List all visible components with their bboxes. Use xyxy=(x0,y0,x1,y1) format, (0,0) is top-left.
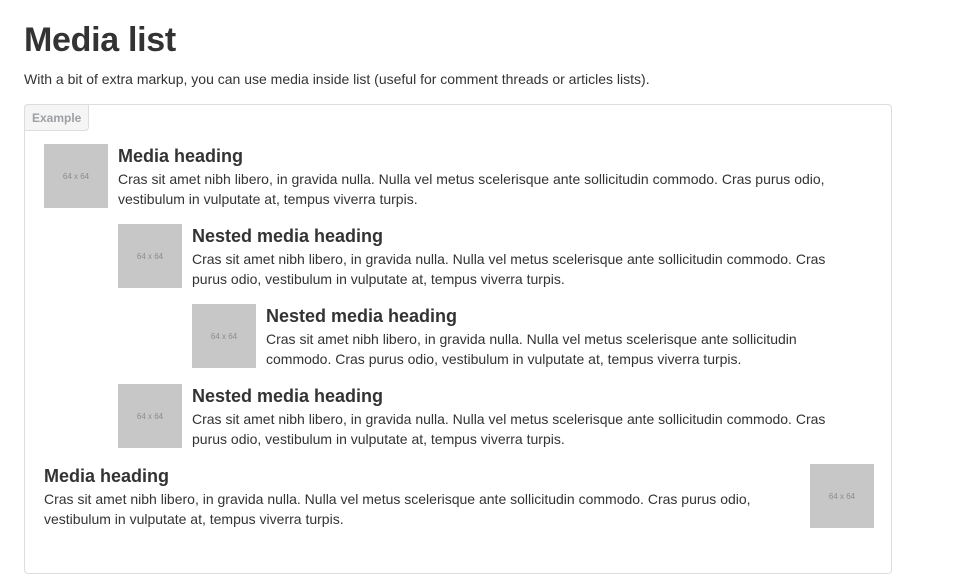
page-title: Media list xyxy=(24,21,176,59)
media-thumbnail xyxy=(192,304,256,368)
media-heading: Media heading xyxy=(44,466,170,486)
thumbnail-size-label: 64 x 64 xyxy=(136,411,164,421)
media-body xyxy=(192,385,858,449)
media-body xyxy=(192,225,858,289)
media-heading: Nested media heading xyxy=(192,386,384,406)
example-label: Example xyxy=(24,104,89,131)
media-thumbnail xyxy=(118,224,182,288)
media-thumbnail xyxy=(118,384,182,448)
media-heading: Nested media heading xyxy=(192,226,384,246)
thumbnail-size-label: 64 x 64 xyxy=(210,331,238,341)
media-text: Cras sit amet nibh libero, in gravida nulla. Nulla vel metus scelerisque ante sollicitudin commodo. Cras purus odio, vestibulum in vulputate at, tempus viverra turpis. xyxy=(192,411,826,447)
media-thumbnail xyxy=(810,464,874,528)
media-body xyxy=(44,465,784,529)
thumbnail-size-label: 64 x 64 xyxy=(62,171,90,181)
media-body xyxy=(266,305,858,369)
media-text: Cras sit amet nibh libero, in gravida nulla. Nulla vel metus scelerisque ante sollicitudin commodo. Cras purus odio, vestibulum in vulputate at, tempus viverra turpis. xyxy=(44,491,751,527)
thumbnail-size-label: 64 x 64 xyxy=(136,251,164,261)
example-container xyxy=(24,104,892,574)
thumbnail-size-label: 64 x 64 xyxy=(828,491,856,501)
media-heading: Nested media heading xyxy=(266,306,458,326)
media-text: Cras sit amet nibh libero, in gravida nulla. Nulla vel metus scelerisque ante sollicitudin commodo. Cras purus odio, vestibulum in vulputate at, tempus viverra turpis. xyxy=(192,251,826,287)
media-heading: Media heading xyxy=(118,146,244,166)
media-text: Cras sit amet nibh libero, in gravida nulla. Nulla vel metus scelerisque ante sollicitudin commodo. Cras purus odio, vestibulum in vulputate at, tempus viverra turpis. xyxy=(266,331,797,367)
media-body xyxy=(118,145,858,209)
media-text: Cras sit amet nibh libero, in gravida nulla. Nulla vel metus scelerisque ante sollicitudin commodo. Cras purus odio, vestibulum in vulputate at, tempus viverra turpis. xyxy=(118,171,825,207)
page-lead: With a bit of extra markup, you can use media inside list (useful for comment threads or articles lists). xyxy=(24,71,650,87)
media-thumbnail xyxy=(44,144,108,208)
